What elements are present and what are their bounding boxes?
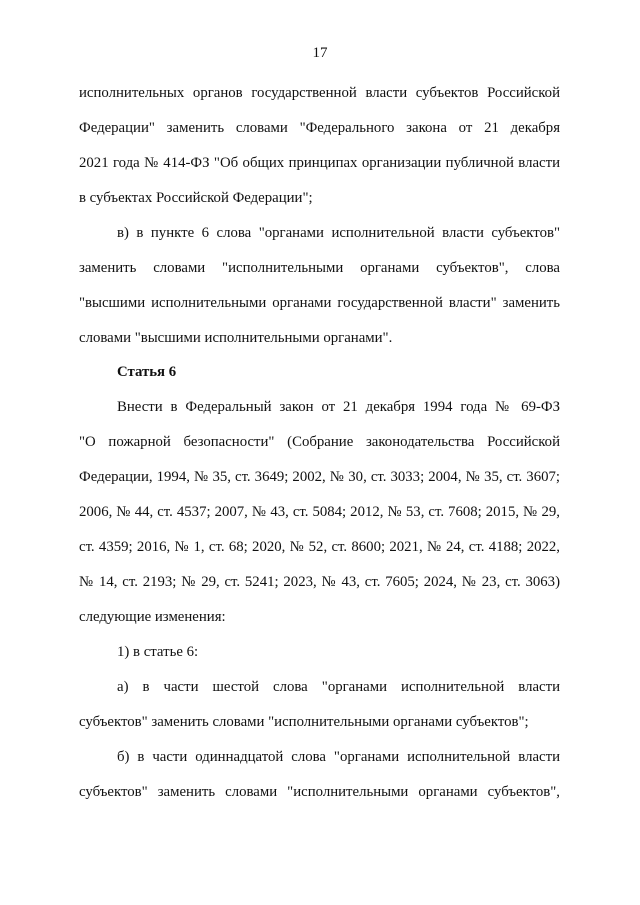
text-line: "высшими исполнительными органами государственной власти" заменить xyxy=(79,295,560,311)
text-line: в) в пункте 6 слова "органами исполнительной власти субъектов" xyxy=(117,225,560,241)
text-line: Федерации" заменить словами "Федерального закона от 21 декабря xyxy=(79,120,560,136)
text-line: словами "высшими исполнительными органами". xyxy=(79,330,393,346)
text-line: Федерации, 1994, № 35, ст. 3649; 2002, № 30, ст. 3033; 2004, № 35, ст. 3607; xyxy=(79,469,560,485)
text-line: Внести в Федеральный закон от 21 декабря 1994 года № 69-ФЗ xyxy=(117,399,560,415)
text-line: 2006, № 44, ст. 4537; 2007, № 43, ст. 5084; 2012, № 53, ст. 7608; 2015, № 29, xyxy=(79,504,560,520)
text-line: следующие изменения: xyxy=(79,609,226,625)
text-line: субъектов" заменить словами "исполнительными органами субъектов", xyxy=(79,784,560,800)
text-line: исполнительных органов государственной власти субъектов Российской xyxy=(79,85,560,101)
text-line: заменить словами "исполнительными органами субъектов", слова xyxy=(79,260,560,276)
article-heading: Статья 6 xyxy=(117,364,177,380)
text-line: а) в части шестой слова "органами исполнительной власти xyxy=(117,679,560,695)
text-line: 1) в статье 6: xyxy=(117,644,199,660)
text-line: б) в части одиннадцатой слова "органами исполнительной власти xyxy=(117,749,560,765)
text-line: субъектов" заменить словами "исполнительными органами субъектов"; xyxy=(79,714,529,730)
text-line: ст. 4359; 2016, № 1, ст. 68; 2020, № 52, ст. 8600; 2021, № 24, ст. 4188; 2022, xyxy=(79,539,560,555)
text-line: в субъектах Российской Федерации"; xyxy=(79,190,313,206)
text-line: 2021 года № 414-ФЗ "Об общих принципах организации публичной власти xyxy=(79,155,560,171)
page-number: 17 xyxy=(312,45,328,61)
text-line: № 14, ст. 2193; № 29, ст. 5241; 2023, № 43, ст. 7605; 2024, № 23, ст. 3063) xyxy=(79,574,560,590)
text-line: "О пожарной безопасности" (Собрание законодательства Российской xyxy=(79,434,560,450)
